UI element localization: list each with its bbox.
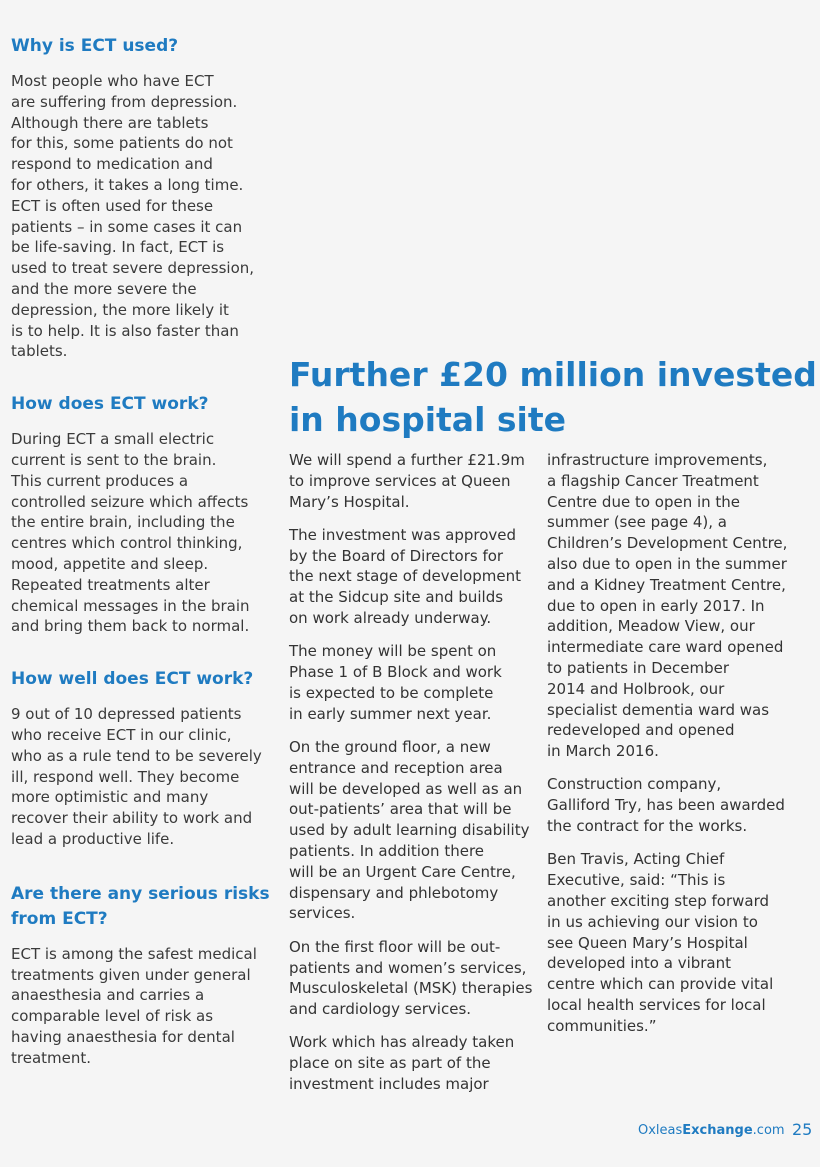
- text-line: and a Kidney Treatment Centre,: [547, 575, 786, 594]
- text-line: ECT is among the safest medical: [11, 944, 257, 963]
- text-line: local health services for local: [547, 995, 766, 1014]
- text-line: We will spend a further £21.9m: [289, 451, 525, 469]
- text-line: investment includes major: [289, 1075, 489, 1094]
- article-column-middle: [289, 450, 534, 1095]
- text-line: controlled seizure which affects: [11, 492, 249, 511]
- text-line: to patients in December: [547, 658, 730, 677]
- text-line: used by adult learning disability: [289, 821, 530, 840]
- text-line: ECT is often used for these: [11, 196, 214, 215]
- footer-website: [638, 1123, 785, 1138]
- text-line: in us achieving our vision to: [547, 912, 758, 931]
- article-paragraph: [547, 774, 807, 836]
- heading-serious-risks: [11, 882, 270, 932]
- text-line: a flagship Cancer Treatment: [547, 471, 759, 490]
- text-line: On the first floor will be out-: [289, 937, 501, 956]
- text-line: entrance and reception area: [289, 758, 503, 777]
- text-line: on work already underway.: [289, 609, 492, 628]
- text-line: lead a productive life.: [11, 829, 175, 848]
- text-line: treatments given under general: [11, 965, 251, 984]
- footer-site-bold: Exchange: [682, 1123, 753, 1138]
- text-line: infrastructure improvements,: [547, 451, 768, 469]
- text-line: This current produces a: [11, 471, 189, 490]
- text-line: Ben Travis, Acting Chief: [547, 850, 725, 869]
- text-line: who as a rule tend to be severely: [11, 746, 262, 765]
- text-line: Work which has already taken: [289, 1033, 515, 1052]
- text-line: specialist dementia ward was: [547, 700, 770, 719]
- left-column: [11, 34, 270, 1068]
- text-line: comparable level of risk as: [11, 1007, 214, 1026]
- article-paragraph: [289, 737, 534, 924]
- heading-serious-risks-line2: from ECT?: [11, 908, 108, 929]
- text-line: more optimistic and many: [11, 788, 209, 807]
- text-line: Mary’s Hospital.: [289, 492, 410, 511]
- text-line: see Queen Mary’s Hospital: [547, 933, 748, 952]
- text-line: intermediate care ward opened: [547, 638, 784, 657]
- article-paragraph: [289, 1032, 534, 1094]
- text-line: current is sent to the brain.: [11, 450, 217, 469]
- page-number: 25: [792, 1120, 813, 1139]
- text-line: will be an Urgent Care Centre,: [289, 862, 516, 881]
- text-line: respond to medication and: [11, 155, 213, 174]
- text-line: services.: [289, 904, 356, 923]
- text-line: ill, respond well. They become: [11, 767, 240, 786]
- text-line: 9 out of 10 depressed patients: [11, 705, 242, 724]
- text-line: and bring them back to normal.: [11, 617, 250, 636]
- text-line: is to help. It is also faster than: [11, 321, 239, 340]
- text-line: the next stage of development: [289, 567, 521, 586]
- text-line: Galliford Try, has been awarded: [547, 796, 785, 815]
- footer-site-prefix: Oxleas: [638, 1123, 683, 1138]
- text-line: to improve services at Queen: [289, 471, 511, 490]
- text-line: place on site as part of the: [289, 1054, 491, 1073]
- footer-site-suffix: .com: [752, 1123, 785, 1138]
- text-line: will be developed as well as an: [289, 779, 523, 798]
- text-line: tablets.: [11, 342, 68, 361]
- text-line: depression, the more likely it: [11, 300, 229, 319]
- text-line: for this, some patients do not: [11, 134, 233, 153]
- text-line: who receive ECT in our clinic,: [11, 725, 232, 744]
- text-line: developed into a vibrant: [547, 954, 732, 973]
- text-line: be life-saving. In fact, ECT is: [11, 238, 225, 257]
- text-line: by the Board of Directors for: [289, 546, 504, 565]
- text-line: patients – in some cases it can: [11, 217, 243, 236]
- article-paragraph: [547, 849, 807, 1036]
- heading-why-ect-used: Why is ECT used?: [11, 36, 179, 56]
- text-line: summer (see page 4), a: [547, 513, 727, 532]
- text-line: for others, it takes a long time.: [11, 175, 244, 194]
- text-line: redeveloped and opened: [547, 721, 735, 740]
- article-column-right: [547, 450, 807, 1037]
- text-line: are suffering from depression.: [11, 92, 238, 111]
- text-line: treatment.: [11, 1048, 92, 1067]
- text-line: centres which control thinking,: [11, 534, 243, 553]
- text-line: addition, Meadow View, our: [547, 617, 755, 636]
- article-title-line2: in hospital site: [289, 400, 566, 440]
- text-line: dispensary and phlebotomy: [289, 883, 499, 902]
- article-paragraph: [289, 937, 534, 1020]
- text-line: On the ground floor, a new: [289, 738, 491, 757]
- article-title-line1: Further £20 million invested: [289, 355, 817, 395]
- heading-how-ect-works: How does ECT work?: [11, 394, 209, 415]
- text-line: During ECT a small electric: [11, 430, 215, 449]
- text-line: patients. In addition there: [289, 842, 485, 861]
- text-line: due to open in early 2017. In: [547, 596, 765, 615]
- para-why-ect-used: [11, 71, 261, 362]
- text-line: at the Sidcup site and builds: [289, 588, 504, 607]
- text-line: out-patients’ area that will be: [289, 800, 512, 819]
- text-line: communities.”: [547, 1016, 657, 1035]
- text-line: is expected to be complete: [289, 683, 494, 702]
- text-line: and the more severe the: [11, 279, 197, 298]
- article-paragraph: [289, 525, 534, 629]
- text-line: Centre due to open in the: [547, 492, 741, 511]
- text-line: The investment was approved: [289, 525, 517, 544]
- text-line: Executive, said: “This is: [547, 871, 726, 890]
- text-line: anaesthesia and carries a: [11, 986, 205, 1005]
- article-title: [289, 352, 817, 442]
- heading-how-well-ect-works: How well does ECT work?: [11, 669, 254, 690]
- para-serious-risks: [11, 944, 261, 1069]
- text-line: another exciting step forward: [547, 891, 769, 910]
- text-line: The money will be spent on: [289, 642, 497, 661]
- text-line: Construction company,: [547, 775, 722, 794]
- text-line: also due to open in the summer: [547, 554, 787, 573]
- text-line: in early summer next year.: [289, 704, 492, 723]
- text-line: having anaesthesia for dental: [11, 1027, 235, 1046]
- text-line: Musculoskeletal (MSK) therapies: [289, 979, 533, 998]
- text-line: mood, appetite and sleep.: [11, 554, 209, 573]
- text-line: 2014 and Holbrook, our: [547, 679, 725, 698]
- heading-serious-risks-line1: Are there any serious risks: [11, 883, 270, 904]
- text-line: the entire brain, including the: [11, 513, 235, 532]
- text-line: recover their ability to work and: [11, 809, 253, 828]
- text-line: Most people who have ECT: [11, 72, 214, 90]
- text-line: Phase 1 of B Block and work: [289, 663, 502, 682]
- para-how-well-ect-works: [11, 704, 261, 850]
- text-line: in March 2016.: [547, 742, 659, 761]
- article-paragraph: [289, 450, 534, 512]
- text-line: used to treat severe depression,: [11, 259, 255, 278]
- text-line: centre which can provide vital: [547, 975, 774, 994]
- text-line: patients and women’s services,: [289, 958, 527, 977]
- text-line: chemical messages in the brain: [11, 596, 250, 615]
- text-line: Although there are tablets: [11, 113, 209, 132]
- article-paragraph: [289, 641, 534, 724]
- text-line: the contract for the works.: [547, 817, 748, 836]
- para-how-ect-works: [11, 429, 261, 637]
- text-line: and cardiology services.: [289, 1000, 472, 1019]
- article-paragraph: [547, 450, 807, 762]
- text-line: Children’s Development Centre,: [547, 534, 788, 553]
- text-line: Repeated treatments alter: [11, 575, 210, 594]
